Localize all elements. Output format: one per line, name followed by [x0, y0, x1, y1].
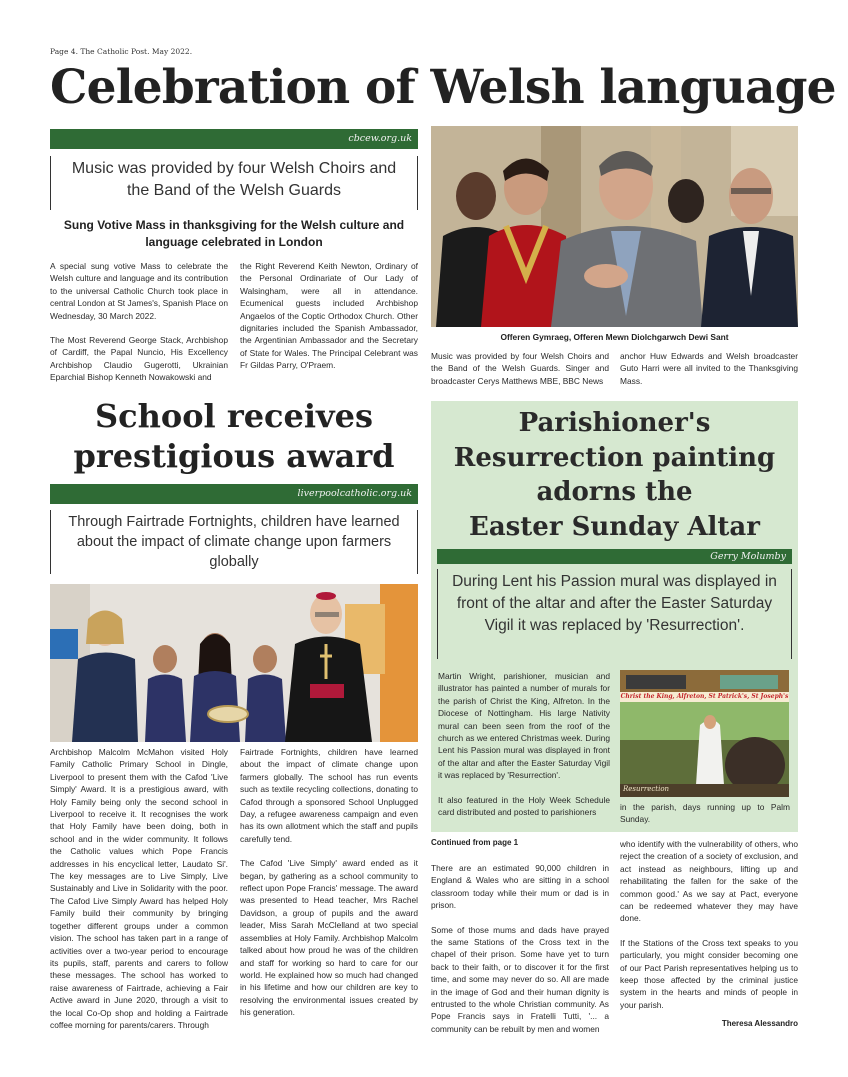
- school-source-bar: liverpoolcatholic.org.uk: [50, 484, 418, 504]
- welsh-photo-caption: Offeren Gymraeg, Offeren Mewn Diolchgarwch Dewi Sant: [500, 332, 729, 342]
- welsh-mass-photo: [431, 126, 798, 327]
- welsh-subhead: Sung Votive Mass in thanksgiving for the Welsh culture and language celebrated in London: [63, 218, 405, 249]
- school-col1: Archbishop Malcolm McMahon visited Holy Family Catholic Primary School in Dingle, Liverpool to present them with the Cafod 'Live Simply' Award. It is a prestigious award, with Holy Family being only the second school in Liverpool to receive it. It recognises the work that Holy Family have been doing, both in school and in the wider community. It follows the Catholic values which Pope Francis addresses in his encyclical letter, Laudato Si'. The key messages are to Live Simply, Live Sustainably and Live in Solidarity with the poor. The Cafod Live Simply Award has helped Holy Family build their community by bringing together different groups under a common vision. The school has taken part in a range of activities over a two-year period to encourage its pupils, staff, parents and carers to follow these messages. The school has worked to raise awareness of Fairtrade, achieving a Fair Active award in June 2020, through a visit to the local Co-Op shop and holding a Fairtrade coffee morning for parents/carers. Through: [50, 747, 228, 1030]
- continued-label: Continued from page 1: [431, 838, 519, 847]
- school-pullquote: Through Fairtrade Fortnights, children have learned about the impact of climate change upon farmers globally: [50, 510, 418, 574]
- welsh-col1: A special sung votive Mass to celebrate the Welsh culture and language and its contribution to the universal Catholic Church took place in central London at St James's, Spanish Place on Wednesday, 30 March 2022. The Most Reverend George Stack, Archbishop of Cardiff, the Papal Nuncio, His Excellency Archbishop Claudio Gugerotti, Ukrainian Eparchial Bishop Kenneth Nowakowski and: [50, 261, 228, 383]
- welsh-col2: the Right Reverend Keith Newton, Ordinary of the Personal Ordinariate of Our Lady of Walsingham, were all in attendance. Ecumenical guests included Archbishop Angaelos of the Coptic Orthodox Church. Other dignitaries included the Spanish Ambassador, the Argentinian Ambassador and the Secretary of State for Wales. The Principal Celebrant was Fr Gildas Parry, O'Praem.: [240, 261, 418, 371]
- welsh-col3: Music was provided by four Welsh Choirs and the Band of the Welsh Guards. Singer and broadcaster Cerys Matthews MBE, BBC News: [431, 351, 609, 386]
- welsh-pullquote: Music was provided by four Welsh Choirs and the Band of the Welsh Guards: [50, 156, 418, 210]
- page-headline: Celebration of Welsh language: [50, 60, 836, 115]
- parish-pullquote: During Lent his Passion mural was displayed in front of the altar and after the Easter Saturday Vigil it was replaced by 'Resurrection'.: [437, 569, 792, 659]
- continued-col1: There are an estimated 90,000 children in England & Wales who are sitting in a school classroom today while their mum or dad is in prison. Some of those mums and dads have prayed the same Stations of the Cross text in the chapel of their prison. Some have yet to turn back to their faith, or to discover it for the first time, and some may never do so. All are made in the image of God and their human dignity is entrusted to the whole Christian community. As Pope Francis says in Fratelli Tutti, '... a community can be rebuilt by men and women: [431, 863, 609, 1034]
- continued-col2: who identify with the vulnerability of others, who reject the creation of a society of exclusion, and act instead as neighbours, lifting up and rehabilitating the fallen for the sake of the common good.' As we say at Pact, everyone can be redeemed whatever they may have done. If the Stations of the Cross text speaks to you particularly, you might consider becoming one of our Pact Parish representatives helping us to keep those affected by the criminal justice system in the hearts and minds of people in your parish.: [620, 839, 798, 1010]
- parish-col2: in the parish, days running up to Palm Sunday.: [620, 802, 790, 825]
- painting-banner: Christ the King, Alfreton, St Patrick's, St Joseph's: [620, 693, 789, 700]
- resurrection-painting: [620, 670, 789, 797]
- painting-title: Resurrection: [623, 785, 670, 793]
- welsh-col4: anchor Huw Edwards and Welsh broadcaster Guto Harri were all invited to the Thanksgiving Mass.: [620, 351, 798, 386]
- continued-author: Theresa Alessandro: [721, 1019, 798, 1028]
- parish-headline: Parishioner's Resurrection painting adorns the Easter Sunday Altar: [453, 408, 776, 542]
- school-col2: Fairtrade Fortnights, children have learned about the impact of climate change upon farmers globally. The school has run events such as textile recycling collections, donating to Cafod through a sponsored School Unplugged Day, a refugee awareness campaign and even has its own allotment which the staff and pupils carefully tend. The Cafod 'Live Simply' award ended as it began, by gathering as a school community to reflect upon Pope Francis' message. The award was presented to Head teacher, Mrs Rachel Davidson, a group of pupils and the award leader, Miss Sarah McClelland at two special assemblies at Holy Family. Archbishop Malcolm talked about how proud he was of the children and staff for working so hard to care for our world. He explained how so much had changed in his lifetime and how our children are key to resolving the environmental issues created by his generation.: [240, 747, 418, 1018]
- school-headline: School receives prestigious award: [73, 397, 395, 475]
- parish-byline-bar: Gerry Molumby: [437, 549, 792, 564]
- folio: Page 4. The Catholic Post. May 2022.: [50, 47, 193, 56]
- school-award-photo: [50, 584, 418, 742]
- parish-col1: Martin Wright, parishioner, musician and illustrator has painted a number of murals for the parish of Christ the King, Alfreton. In the Diocese of Nottingham. His large Nativity mural can been seen from the roof of the church as we entered Christmas week. During Lent his Passion mural was displayed in front of the altar and after the Easter Saturday Vigil it was replaced by 'Resurrection'. It also featured in the Holy Week Schedule card distributed and posted to parishioners: [438, 671, 610, 818]
- welsh-source-bar: cbcew.org.uk: [50, 129, 418, 149]
